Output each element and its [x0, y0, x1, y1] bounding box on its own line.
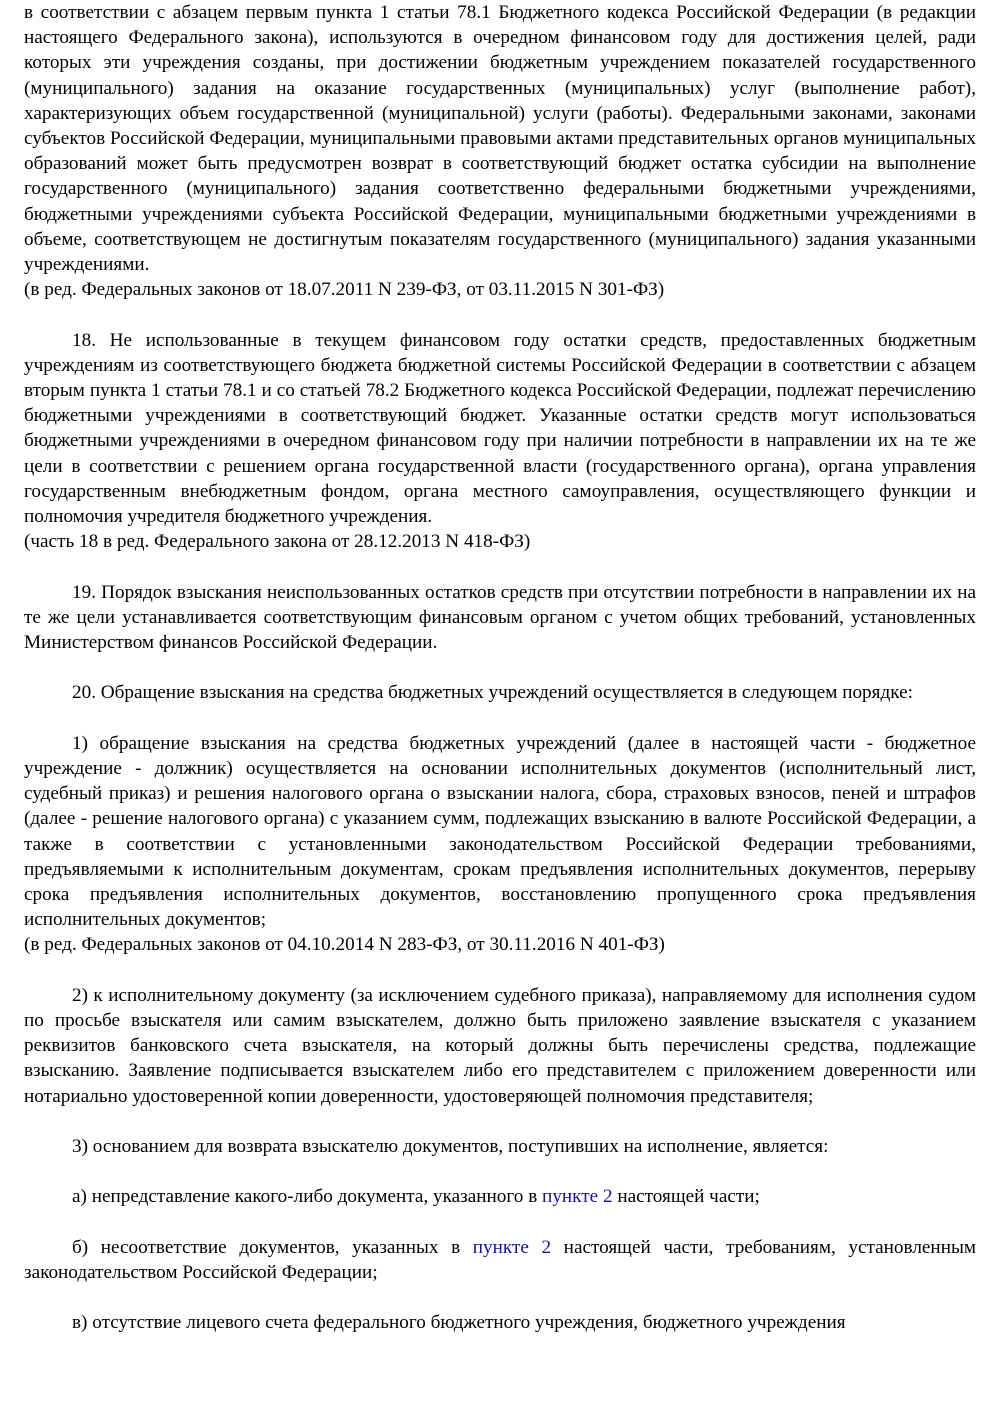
paragraph-continuation: в соответствии с абзацем первым пункта 1 статьи 78.1 Бюджетного кодекса Российской Федерации (в редакции настоящего Федерального закона), используются в очередном финансовом году для достижения целей, ради которых эти учреждения созданы, при достижении бюджетным учреждением показателей государственного (муниципального) задания на оказание государственных (муниципальных) услуг (выполнение работ), характеризующих объем государственной (муниципальной) услуги (работы). Федеральными законами, законами субъектов Российской Федерации, муниципальными правовыми актами представительных органов муниципальных образований может быть предусмотрен возврат в соответствующий бюджет остатка субсидии на выполнение государственного (муниципального) задания соответственно федеральными бюджетными учреждениями, бюджетными учреждениями субъекта Российской Федерации, муниципальными бюджетными учреждениями в объеме, соответствующем не достигнутым показателям государственного (муниципального) задания указанными учреждениями. [24, 2, 976, 276]
paragraph-18: 18. Не использованные в текущем финансовом году остатки средств, предоставленных бюджетным учреждениям из соответствующего бюджета бюджетной системы Российской Федерации в соответствии с абзацем вторым пункта 1 статьи 78.1 и со статьей 78.2 Бюджетного кодекса Российской Федерации, подлежат перечислению бюджетными учреждениями в соответствующий бюджет. Указанные остатки средств могут использоваться бюджетными учреждениями в очередном финансовом году при наличии потребности в направлении их на те же цели в соответствии с решением органа государственной власти (государственного органа), органа управления государственным внебюджетным фондом, органа местного самоуправления, осуществляющего функции и полномочия учредителя бюджетного учреждения. [24, 329, 976, 528]
amendment-note-20-1: (в ред. Федеральных законов от 04.10.2014 N 283-ФЗ, от 30.11.2016 N 401-ФЗ) [24, 934, 665, 956]
paragraph-20-item-2: 2) к исполнительному документу (за исключением судебного приказа), направляемому для исполнения судом по просьбе взыскателя или самим взыскателем, должно быть приложено заявление взыскателя с указанием реквизитов банковского счета взыскателя, на который должны быть перечислены средства, подлежащие взысканию. Заявление подписывается взыскателем либо его представителем с приложением доверенности или нотариально удостоверенной копии доверенности, удостоверяющей полномочия представителя; [24, 984, 976, 1107]
link-punkt-2[interactable]: пункте 2 [472, 1236, 552, 1258]
item-3b-text-after: настоящей части, требованиям, установленным законодательством Российской Федерации; [24, 1236, 976, 1284]
paragraph-20-item-3v: в) отсутствие лицевого счета федерального бюджетного учреждения, бюджетного учреждения [72, 1312, 846, 1334]
amendment-note-18: (часть 18 в ред. Федерального закона от 28.12.2013 N 418-ФЗ) [24, 531, 531, 553]
paragraph-20: 20. Обращение взыскания на средства бюджетных учреждений осуществляется в следующем порядке: [72, 682, 913, 704]
amendment-note: (в ред. Федеральных законов от 18.07.2011 N 239-ФЗ, от 03.11.2015 N 301-ФЗ) [24, 279, 665, 301]
item-3a-text-after: настоящей части; [612, 1186, 760, 1208]
document-page [24, 0, 976, 1336]
item-3b-text-before: б) несоответствие документов, указанных в [72, 1236, 473, 1258]
item-3a-text-before: а) непредставление какого-либо документа, указанного в [72, 1186, 543, 1208]
paragraph-20-item-3b [24, 1235, 976, 1285]
paragraph-20-item-1: 1) обращение взыскания на средства бюджетных учреждений (далее в настоящей части - бюджетное учреждение - должник) осуществляется на основании исполнительных документов (исполнительный лист, судебный приказ) и решения налогового органа о взыскании налога, сбора, страховых взносов, пеней и штрафов (далее - решение налогового органа) с указанием сумм, подлежащих взысканию в валюте Российской Федерации, а также в соответствии с установленными законодательством Российской Федерации требованиями, предъявляемыми к исполнительным документам, срокам предъявления исполнительных документов, перерыву срока предъявления исполнительных документов, восстановлению пропущенного срока предъявления исполнительных документов; [24, 732, 976, 931]
paragraph-19: 19. Порядок взыскания неиспользованных остатков средств при отсутствии потребности в направлении их на те же цели устанавливается соответствующим финансовым органом с учетом общих требований, установленных Министерством финансов Российской Федерации. [24, 581, 976, 654]
paragraph-20-item-3a [24, 1184, 976, 1209]
paragraph-20-item-3: 3) основанием для возврата взыскателю документов, поступивших на исполнение, является: [72, 1136, 829, 1158]
link-punkt-2[interactable]: пункте 2 [542, 1186, 613, 1208]
